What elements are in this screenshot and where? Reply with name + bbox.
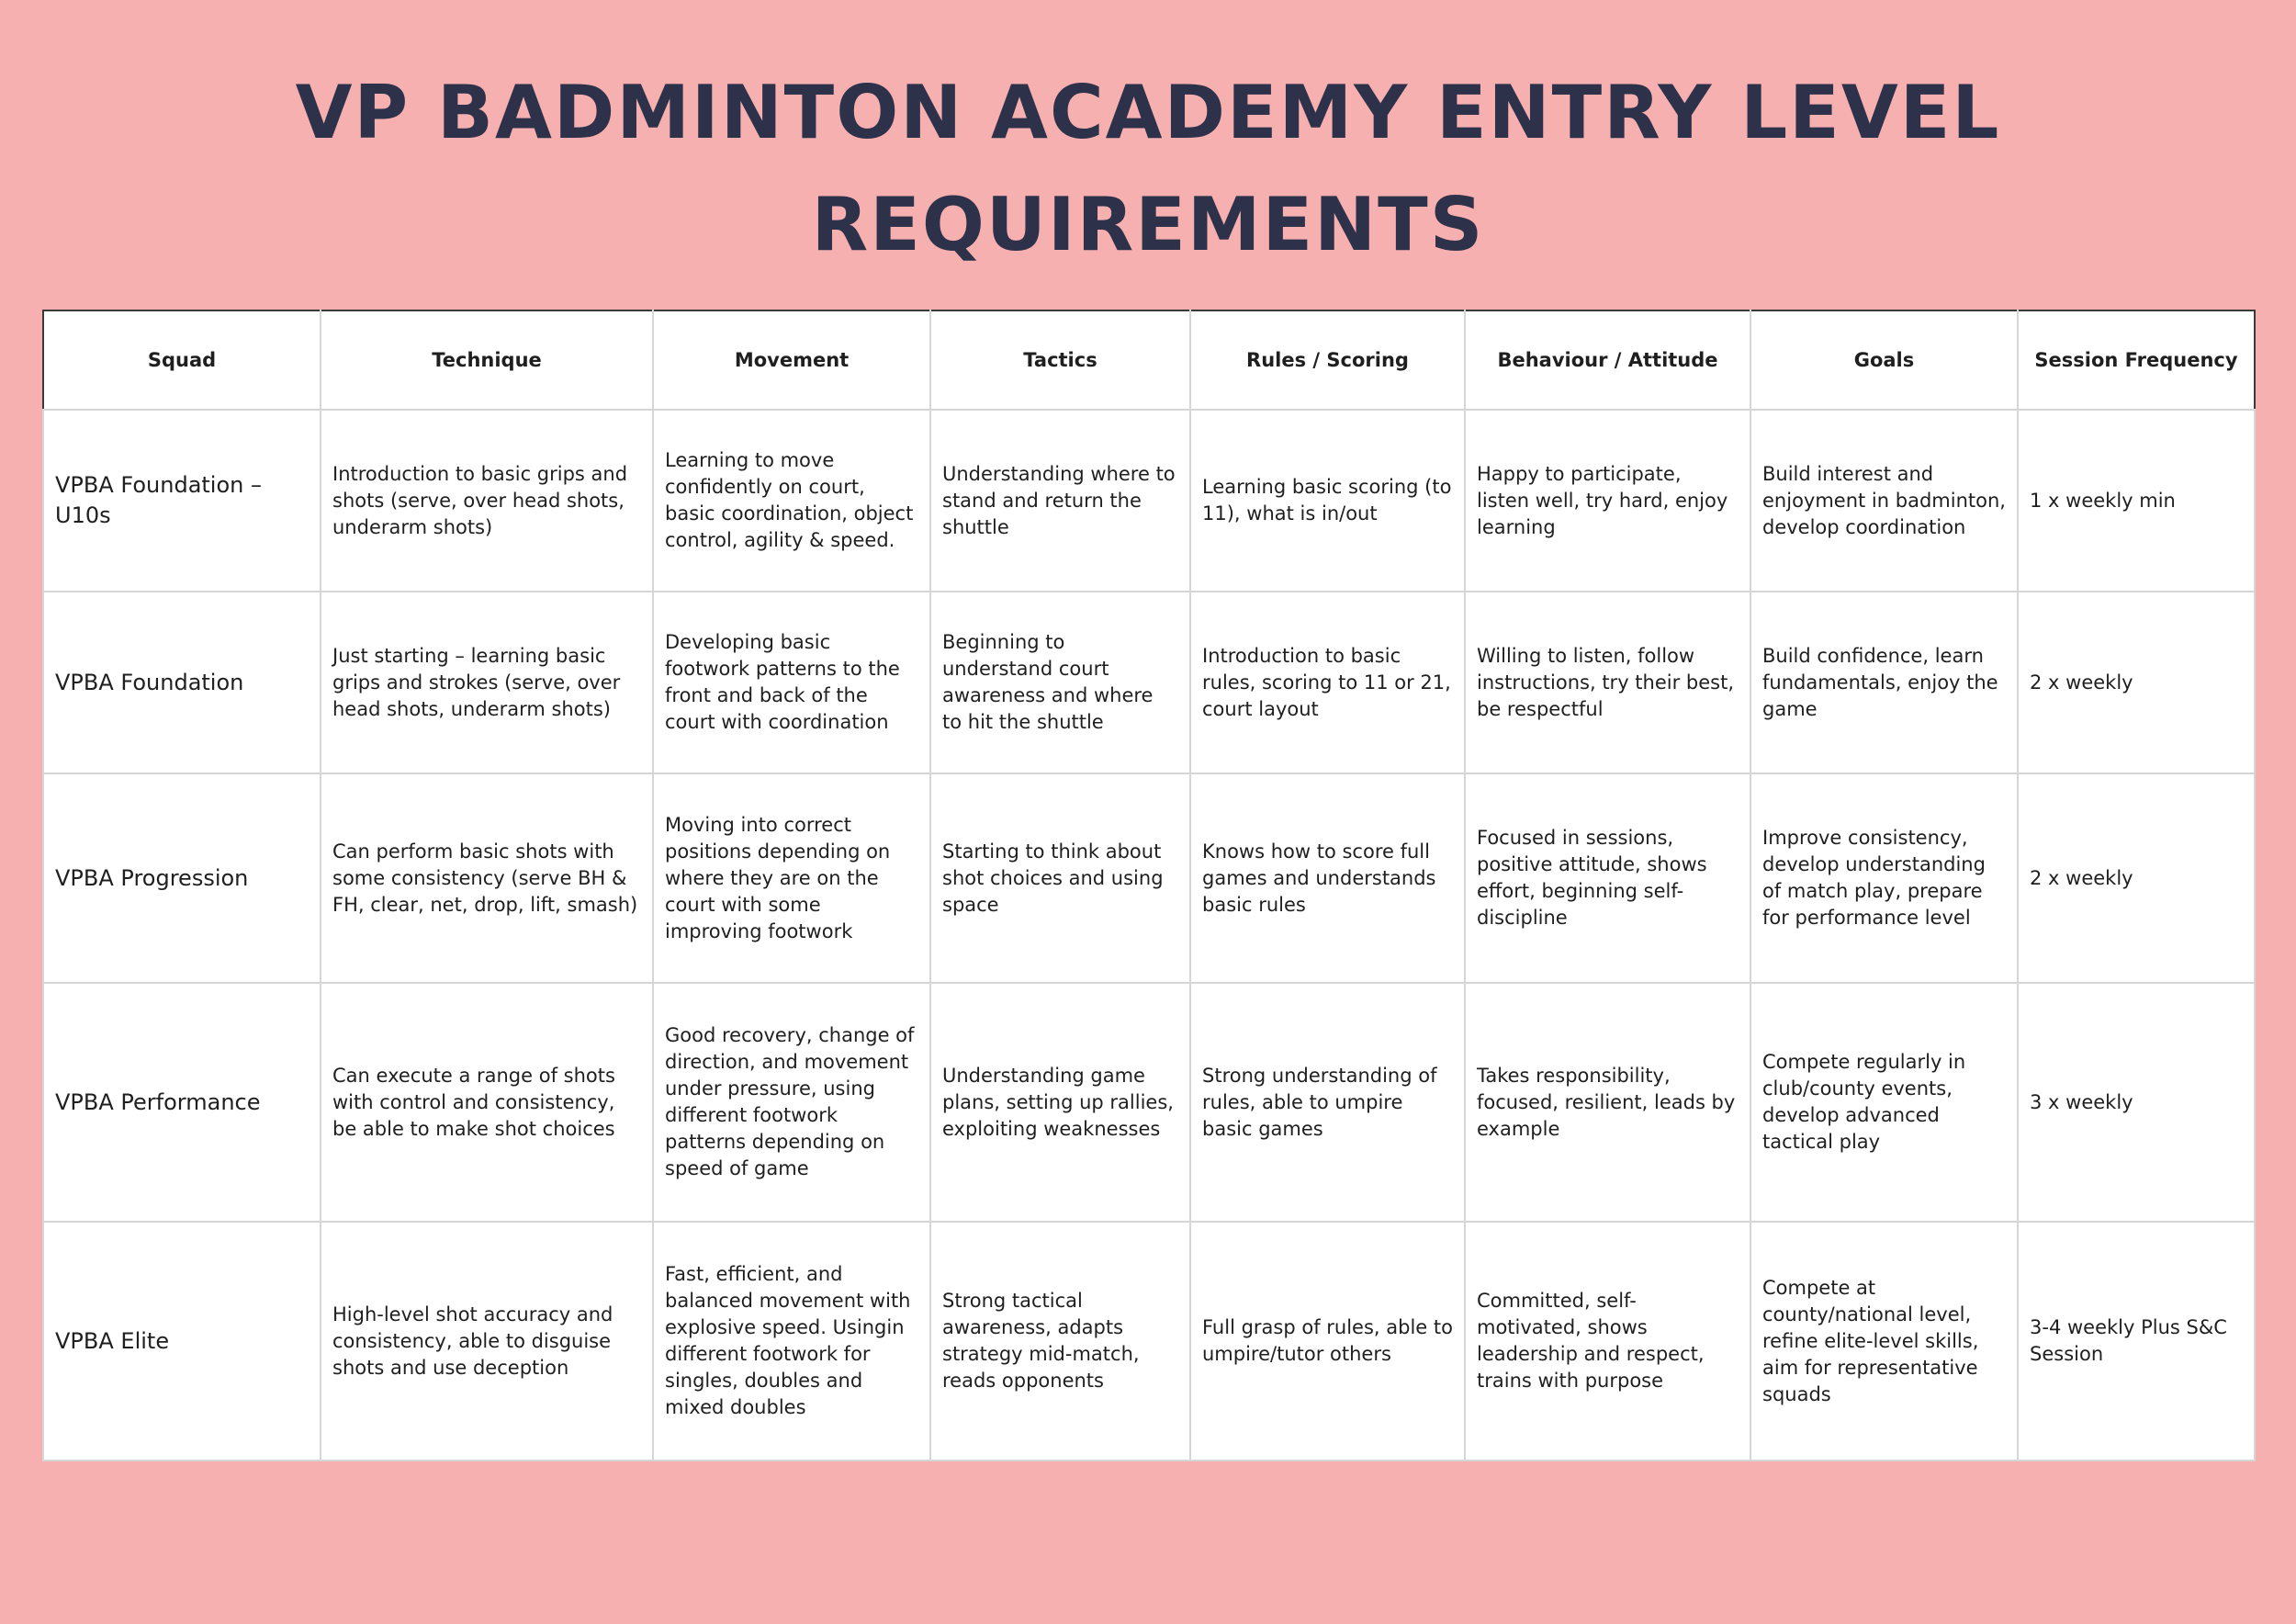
goals-cell: Compete at county/national level, refine elite-level skills, aim for representative squads: [1750, 1222, 2018, 1460]
header-session-frequency: Session Frequency: [2018, 310, 2255, 410]
header-squad: Squad: [43, 310, 321, 410]
table-row: [43, 983, 2255, 1222]
tactics-cell: Understanding game plans, setting up rallies, exploiting weaknesses: [930, 983, 1190, 1222]
technique-cell: Can execute a range of shots with control and consistency, be able to make shot choices: [321, 983, 653, 1222]
header-goals: Goals: [1750, 310, 2018, 410]
page-title: VP BADMINTON ACADEMY ENTRY LEVEL REQUIREMENTS: [295, 70, 2001, 267]
technique-cell: Just starting – learning basic grips and strokes (serve, over head shots, underarm shots): [321, 592, 653, 773]
goals-cell: Improve consistency, develop understanding of match play, prepare for performance level: [1750, 773, 2018, 983]
behaviour-attitude-cell: Committed, self-motivated, shows leadership and respect, trains with purpose: [1465, 1222, 1750, 1460]
header-movement: Movement: [653, 310, 930, 410]
technique-cell: Introduction to basic grips and shots (serve, over head shots, underarm shots): [321, 410, 653, 592]
movement-cell: Developing basic footwork patterns to the front and back of the court with coordination: [653, 592, 930, 773]
movement-cell: Learning to move confidently on court, basic coordination, object control, agility & speed.: [653, 410, 930, 592]
rules-scoring-cell: Knows how to score full games and understands basic rules: [1190, 773, 1465, 983]
header-tactics: Tactics: [930, 310, 1190, 410]
table-row: [43, 773, 2255, 983]
squad-cell: VPBA Foundation – U10s: [43, 410, 321, 592]
squad-cell: VPBA Progression: [43, 773, 321, 983]
goals-cell: Build confidence, learn fundamentals, enjoy the game: [1750, 592, 2018, 773]
movement-cell: Fast, efficient, and balanced movement with explosive speed. Usingin different footwork for singles, doubles and mixed doubles: [653, 1222, 930, 1460]
goals-cell: Compete regularly in club/county events, develop advanced tactical play: [1750, 983, 2018, 1222]
session-frequency-cell: 3-4 weekly Plus S&C Session: [2018, 1222, 2255, 1460]
rules-scoring-cell: Full grasp of rules, able to umpire/tutor others: [1190, 1222, 1465, 1460]
goals-cell: Build interest and enjoyment in badminton, develop coordination: [1750, 410, 2018, 592]
table-row: [43, 1222, 2255, 1460]
table-row: [43, 592, 2255, 773]
tactics-cell: Starting to think about shot choices and using space: [930, 773, 1190, 983]
session-frequency-cell: 1 x weekly min: [2018, 410, 2255, 592]
tactics-cell: Strong tactical awareness, adapts strategy mid-match, reads opponents: [930, 1222, 1190, 1460]
header-rules-scoring: Rules / Scoring: [1190, 310, 1465, 410]
session-frequency-cell: 3 x weekly: [2018, 983, 2255, 1222]
header-row: [43, 310, 2255, 410]
squad-cell: VPBA Foundation: [43, 592, 321, 773]
behaviour-attitude-cell: Happy to participate, listen well, try hard, enjoy learning: [1465, 410, 1750, 592]
session-frequency-cell: 2 x weekly: [2018, 773, 2255, 983]
movement-cell: Moving into correct positions depending on where they are on the court with some improving footwork: [653, 773, 930, 983]
movement-cell: Good recovery, change of direction, and movement under pressure, using different footwork patterns depending on speed of game: [653, 983, 930, 1222]
rules-scoring-cell: Learning basic scoring (to 11), what is in/out: [1190, 410, 1465, 592]
squad-cell: VPBA Performance: [43, 983, 321, 1222]
tactics-cell: Understanding where to stand and return the shuttle: [930, 410, 1190, 592]
technique-cell: High-level shot accuracy and consistency, able to disguise shots and use deception: [321, 1222, 653, 1460]
behaviour-attitude-cell: Focused in sessions, positive attitude, shows effort, beginning self-discipline: [1465, 773, 1750, 983]
squad-cell: VPBA Elite: [43, 1222, 321, 1460]
technique-cell: Can perform basic shots with some consistency (serve BH & FH, clear, net, drop, lift, smash): [321, 773, 653, 983]
header-technique: Technique: [321, 310, 653, 410]
session-frequency-cell: 2 x weekly: [2018, 592, 2255, 773]
rules-scoring-cell: Strong understanding of rules, able to umpire basic games: [1190, 983, 1465, 1222]
header-behaviour-attitude: Behaviour / Attitude: [1465, 310, 1750, 410]
behaviour-attitude-cell: Willing to listen, follow instructions, try their best, be respectful: [1465, 592, 1750, 773]
behaviour-attitude-cell: Takes responsibility, focused, resilient, leads by example: [1465, 983, 1750, 1222]
requirements-table: [42, 310, 2256, 1461]
tactics-cell: Beginning to understand court awareness and where to hit the shuttle: [930, 592, 1190, 773]
requirements-table-container: [42, 310, 2254, 1461]
rules-scoring-cell: Introduction to basic rules, scoring to 11 or 21, court layout: [1190, 592, 1465, 773]
table-row: [43, 410, 2255, 592]
